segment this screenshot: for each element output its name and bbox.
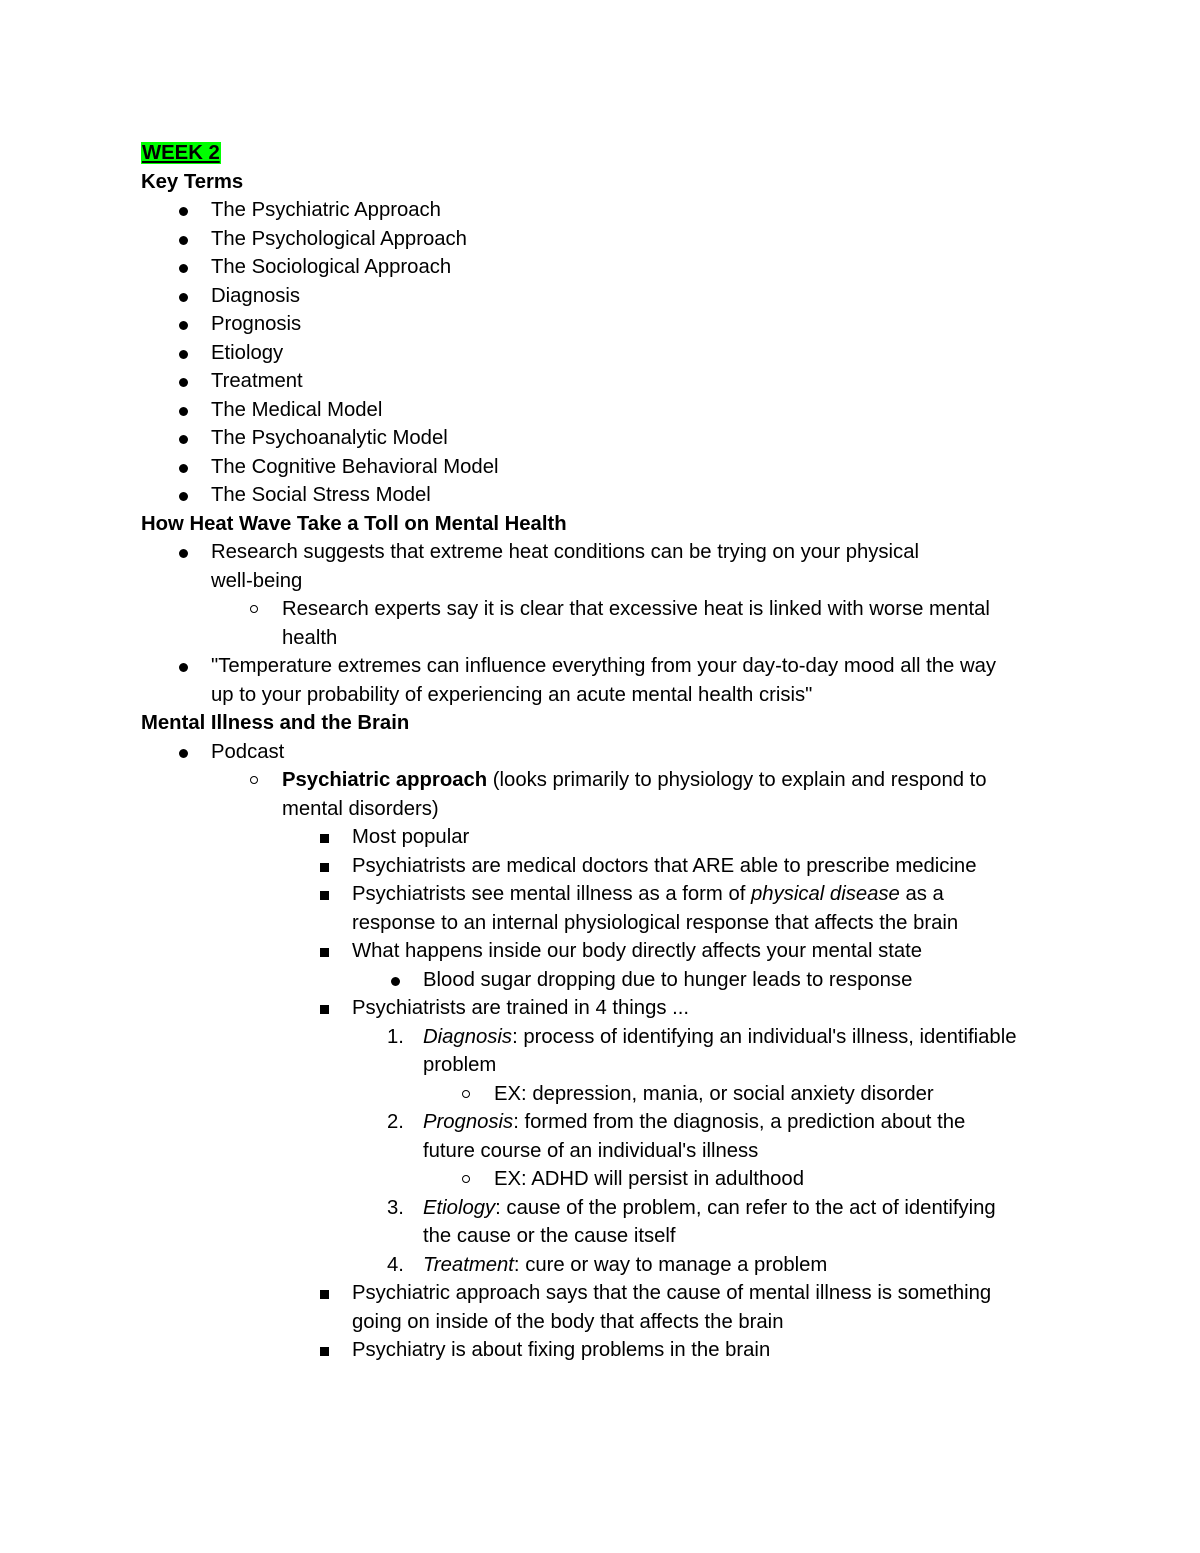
list-item-continued xyxy=(141,1308,1071,1337)
bullet-icon xyxy=(179,407,188,416)
bullet-icon xyxy=(179,492,188,501)
list-item xyxy=(141,1336,1071,1365)
list-item xyxy=(141,396,1071,425)
bullet-icon xyxy=(179,663,188,672)
list-item xyxy=(141,367,1071,396)
square-bullet-icon xyxy=(320,1005,329,1014)
bullet-icon xyxy=(179,321,188,330)
list-text: "Temperature extremes can influence everything from your day-to-day mood all the way xyxy=(211,655,997,677)
approach-label: Psychiatric approach xyxy=(282,769,488,791)
list-text: : process of identifying an individual's illness, identifiable xyxy=(512,1025,1017,1048)
list-item xyxy=(141,1279,1071,1308)
list-item xyxy=(141,538,1071,567)
bullet-icon xyxy=(179,264,188,273)
key-term: The Sociological Approach xyxy=(211,256,452,278)
list-text: up to your probability of experiencing an acute mental health crisis" xyxy=(211,683,813,706)
heat-wave-heading: How Heat Wave Take a Toll on Mental Health xyxy=(141,512,567,535)
list-item xyxy=(141,310,1071,339)
item-number: 2. xyxy=(387,1111,404,1133)
list-item xyxy=(141,1080,1071,1109)
bullet-icon xyxy=(179,549,188,558)
document-body xyxy=(141,139,1071,1365)
term-label: Diagnosis xyxy=(423,1025,513,1048)
week-title: WEEK 2 xyxy=(142,142,220,164)
numbered-item xyxy=(141,1023,1071,1052)
circle-bullet-icon xyxy=(462,1175,470,1183)
list-item xyxy=(141,595,1071,624)
list-text: mental disorders) xyxy=(282,797,439,820)
list-text: Psychiatrists are trained in 4 things ... xyxy=(352,997,690,1019)
bullet-icon xyxy=(179,236,188,245)
list-text: response to an internal physiological response that affects the brain xyxy=(352,911,959,934)
bullet-icon xyxy=(179,293,188,302)
list-item-continued xyxy=(141,909,1071,938)
term-label: Treatment xyxy=(423,1253,514,1276)
list-item-continued xyxy=(141,624,1071,653)
list-item xyxy=(141,481,1071,510)
list-text: Research experts say it is clear that excessive heat is linked with worse mental xyxy=(282,598,990,620)
list-item-continued xyxy=(141,681,1071,710)
key-term: The Medical Model xyxy=(211,398,383,421)
square-bullet-icon xyxy=(320,834,329,843)
square-bullet-icon xyxy=(320,891,329,900)
circle-bullet-icon xyxy=(250,605,258,613)
list-item xyxy=(141,225,1071,254)
list-item xyxy=(141,994,1071,1023)
bullet-icon xyxy=(179,378,188,387)
list-text: Most popular xyxy=(352,826,470,848)
heat-wave-heading-line xyxy=(141,510,1071,539)
brain-heading: Mental Illness and the Brain xyxy=(141,712,410,734)
term-label: Etiology xyxy=(423,1196,496,1219)
list-item-continued xyxy=(141,1051,1071,1080)
list-item xyxy=(141,738,1071,767)
list-item xyxy=(141,823,1071,852)
item-number: 1. xyxy=(387,1025,404,1048)
list-text: Research suggests that extreme heat conditions can be trying on your physical xyxy=(211,541,919,563)
key-term: The Psychoanalytic Model xyxy=(211,427,448,449)
key-term: Diagnosis xyxy=(211,284,301,307)
list-text: Psychiatry is about fixing problems in the brain xyxy=(352,1339,771,1361)
numbered-item xyxy=(141,1194,1071,1223)
list-text: Psychiatrists see mental illness as a form of xyxy=(352,883,752,905)
key-terms-heading: Key Terms xyxy=(141,170,244,193)
list-item xyxy=(141,880,1071,909)
brain-heading-line xyxy=(141,709,1071,738)
emphasis-text: physical disease xyxy=(751,883,900,905)
key-term: Etiology xyxy=(211,341,284,364)
bullet-icon xyxy=(391,977,400,986)
list-item xyxy=(141,966,1071,995)
week-title-line xyxy=(141,139,1071,168)
approach-description: (looks primarily to physiology to explain and respond to xyxy=(487,769,987,791)
square-bullet-icon xyxy=(320,1347,329,1356)
term-label: Prognosis xyxy=(423,1111,514,1133)
list-item xyxy=(141,453,1071,482)
bullet-icon xyxy=(179,207,188,216)
bullet-icon xyxy=(179,350,188,359)
list-item xyxy=(141,852,1071,881)
square-bullet-icon xyxy=(320,863,329,872)
item-number: 4. xyxy=(387,1253,404,1276)
list-text: problem xyxy=(423,1054,497,1076)
key-terms-heading-line xyxy=(141,168,1071,197)
bullet-icon xyxy=(179,435,188,444)
list-text: Blood sugar dropping due to hunger leads to response xyxy=(423,968,913,991)
key-term: The Psychological Approach xyxy=(211,227,467,250)
list-item xyxy=(141,937,1071,966)
square-bullet-icon xyxy=(320,948,329,957)
list-item xyxy=(141,424,1071,453)
list-item xyxy=(141,282,1071,311)
key-term: The Psychiatric Approach xyxy=(211,199,441,221)
square-bullet-icon xyxy=(320,1290,329,1299)
list-item-continued xyxy=(141,1222,1071,1251)
item-number: 3. xyxy=(387,1196,404,1219)
list-item xyxy=(141,1165,1071,1194)
bullet-icon xyxy=(179,749,188,758)
list-text: well-being xyxy=(211,569,303,592)
list-item xyxy=(141,339,1071,368)
key-term: The Social Stress Model xyxy=(211,484,431,506)
list-text: health xyxy=(282,626,338,649)
numbered-item xyxy=(141,1251,1071,1280)
list-text: : formed from the diagnosis, a prediction about the xyxy=(513,1111,966,1133)
list-text: the cause or the cause itself xyxy=(423,1225,676,1247)
example-text: EX: depression, mania, or social anxiety disorder xyxy=(494,1082,934,1105)
list-item xyxy=(141,196,1071,225)
list-text: : cause of the problem, can refer to the act of identifying xyxy=(495,1196,996,1219)
list-text: future course of an individual's illness xyxy=(423,1139,759,1162)
list-text: going on inside of the body that affects the brain xyxy=(352,1310,784,1333)
key-term: Prognosis xyxy=(211,313,302,335)
list-text: Psychiatric approach says that the cause of mental illness is something xyxy=(352,1282,992,1304)
key-term: The Cognitive Behavioral Model xyxy=(211,455,499,478)
list-text: What happens inside our body directly affects your mental state xyxy=(352,940,923,962)
podcast-label: Podcast xyxy=(211,740,285,763)
list-item-continued xyxy=(141,1137,1071,1166)
list-text: Psychiatrists are medical doctors that ARE able to prescribe medicine xyxy=(352,854,977,877)
list-text: : cure or way to manage a problem xyxy=(513,1253,828,1276)
list-item xyxy=(141,766,1071,795)
list-item xyxy=(141,253,1071,282)
list-item xyxy=(141,652,1071,681)
list-item-continued xyxy=(141,567,1071,596)
numbered-item xyxy=(141,1108,1071,1137)
circle-bullet-icon xyxy=(250,776,258,784)
circle-bullet-icon xyxy=(462,1090,470,1098)
list-item-continued xyxy=(141,795,1071,824)
list-text: as a xyxy=(899,883,944,905)
example-text: EX: ADHD will persist in adulthood xyxy=(494,1168,804,1190)
key-term: Treatment xyxy=(211,370,303,392)
bullet-icon xyxy=(179,464,188,473)
